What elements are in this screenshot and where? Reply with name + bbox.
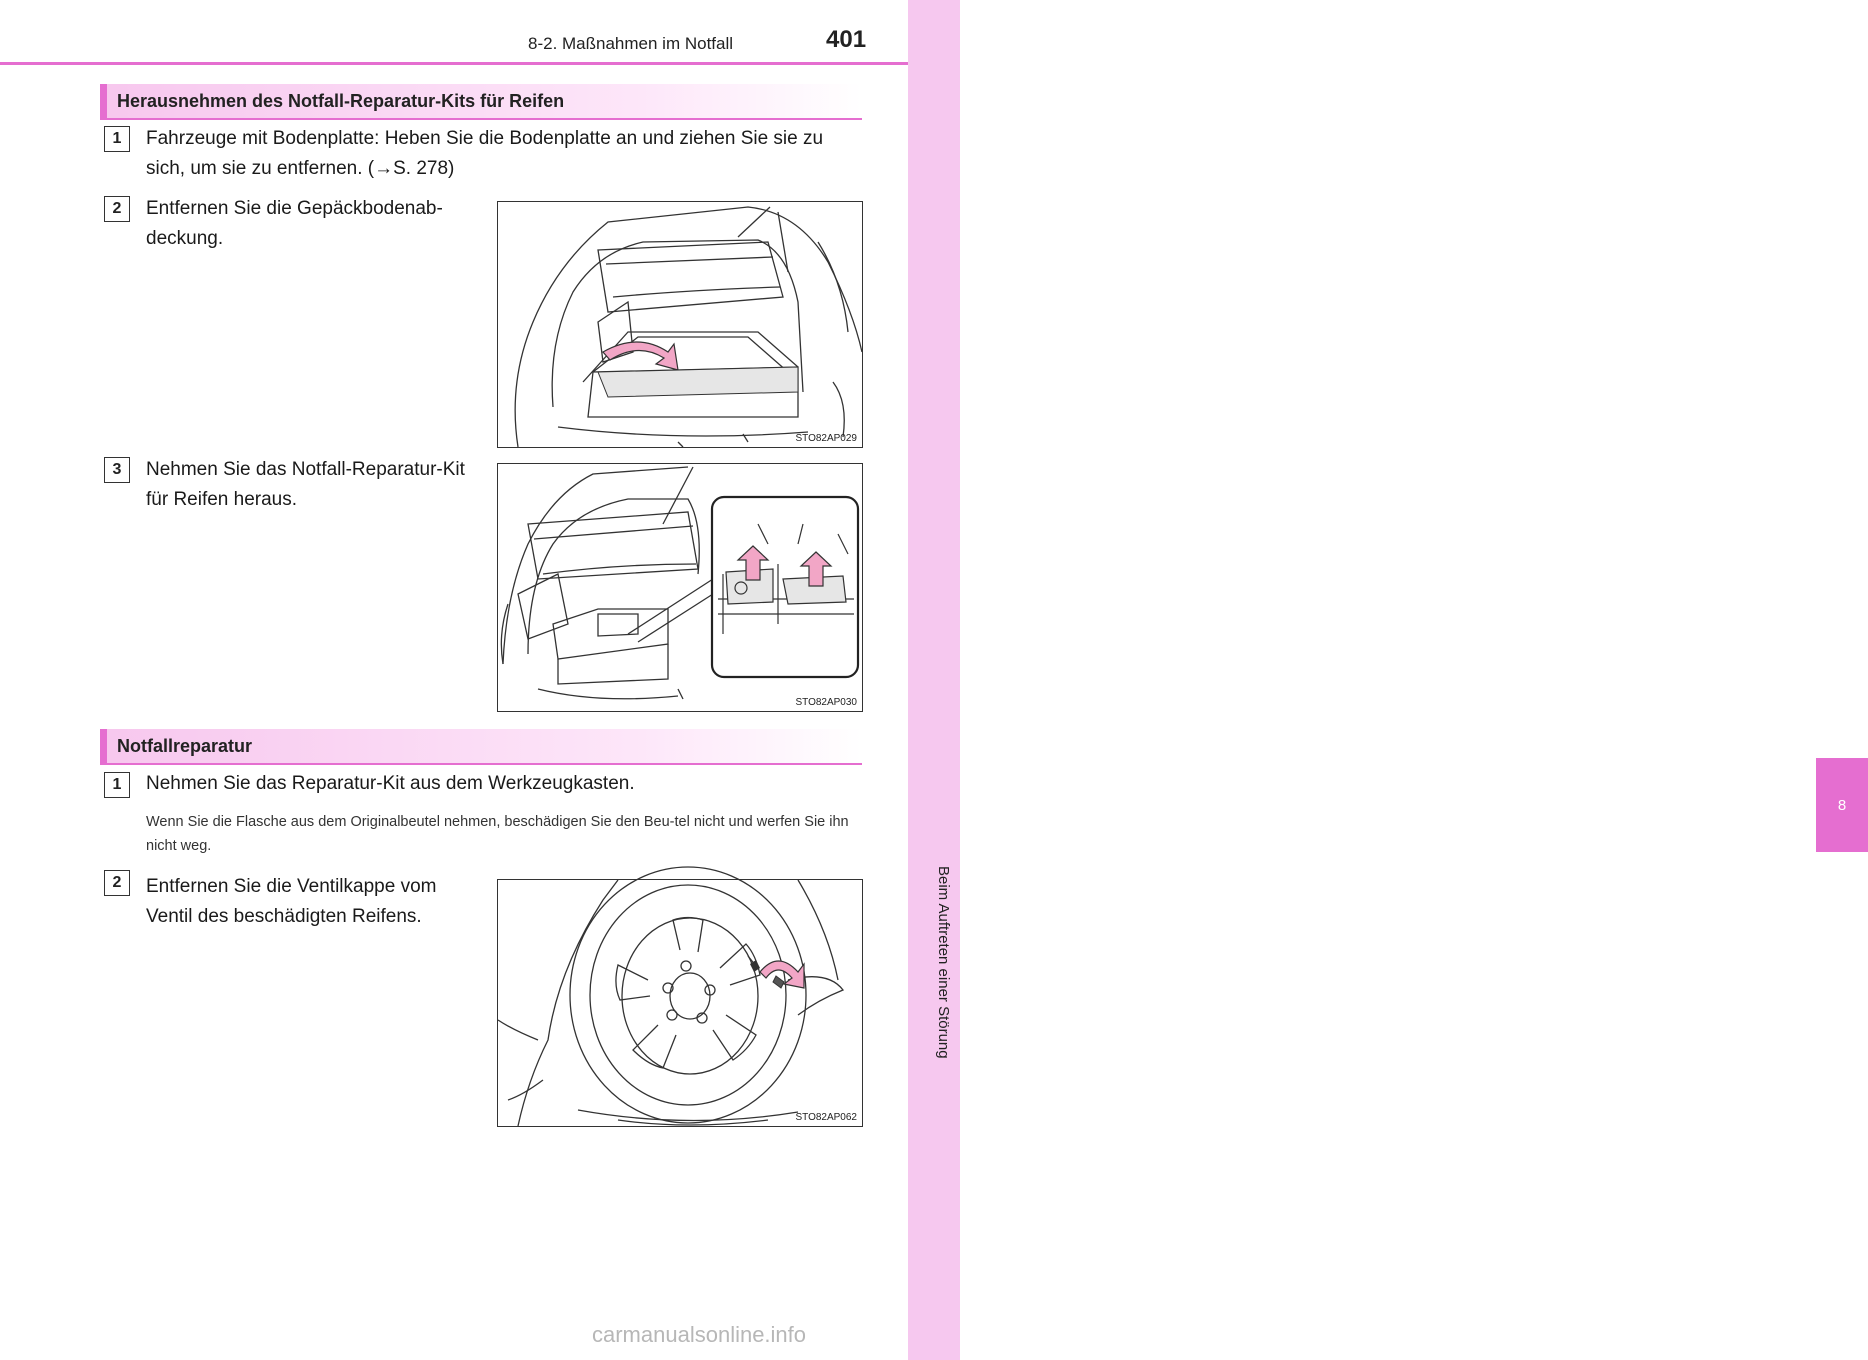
header-section-title: 8-2. Maßnahmen im Notfall	[528, 34, 734, 53]
section-heading-text: Herausnehmen des Notfall-Reparatur-Kits für Reifen	[117, 91, 565, 111]
step-note: Wenn Sie die Flasche aus dem Originalbeutel nehmen, beschädigen Sie den Beu-tel nicht und werfen Sie ihn nicht weg.	[146, 814, 849, 854]
step-text: Nehmen Sie das Reparatur-Kit aus dem Werkzeugkasten.	[146, 773, 635, 794]
figure-code: STO82AP029	[795, 433, 857, 444]
illustration-open-tailgate	[498, 202, 862, 447]
step-text: Nehmen Sie das Notfall-Reparatur-Kit für Reifen heraus.	[146, 459, 465, 510]
step-number-box: 1	[104, 126, 130, 152]
section-heading-text: Notfallreparatur	[117, 736, 253, 756]
chapter-title: Beim Auftreten einer Störung	[935, 866, 952, 1059]
chapter-number: 8	[1816, 758, 1868, 852]
step-number-box: 1	[104, 772, 130, 798]
step-text: Entfernen Sie die Ventilkappe vom Ventil des beschädigten Reifens.	[146, 876, 437, 927]
figure-code: STO82AP030	[795, 697, 857, 708]
step-number-box: 2	[104, 870, 130, 896]
figure-code: STO82AP062	[795, 1112, 857, 1123]
step-number-box: 3	[104, 457, 130, 483]
figure-luggage-cover	[497, 201, 863, 448]
illustration-wheel-valve	[498, 880, 862, 1126]
figure-repair-kit	[497, 463, 863, 712]
header-divider	[0, 62, 908, 65]
section-heading-emergency-repair	[100, 729, 862, 765]
step-text: Fahrzeuge mit Bodenplatte: Heben Sie die Bodenplatte an und ziehen Sie sie zu sich, um sie zu entfernen. (→S. 278)	[146, 128, 824, 179]
section-heading-remove-kit	[100, 84, 862, 120]
figure-valve-cap	[497, 879, 863, 1127]
step-number-box: 2	[104, 196, 130, 222]
step-text: Entfernen Sie die Gepäckbodenab-deckung.	[146, 198, 443, 249]
illustration-kit-removal	[498, 464, 862, 711]
page-number: 401	[826, 26, 867, 53]
watermark-text: carmanualsonline.info	[592, 1322, 807, 1347]
